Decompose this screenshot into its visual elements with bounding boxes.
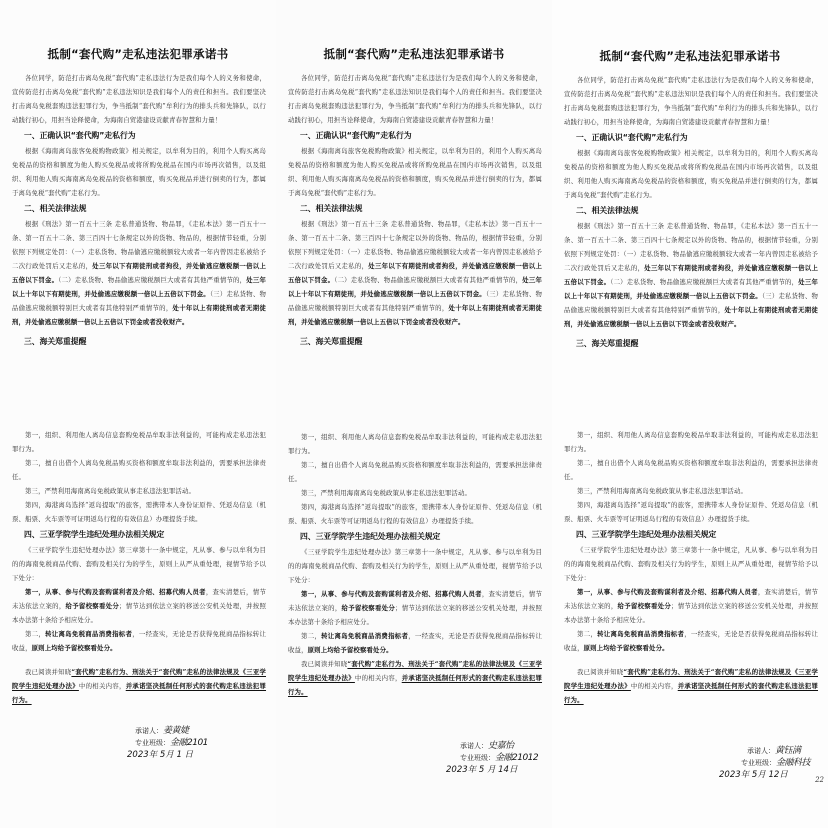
law-text: （二）走私货物、物品偷逃应缴税额巨大或者有其他严重情节的， [334, 276, 523, 284]
page-top-half [276, 0, 552, 410]
discipline-text: 第二， [25, 630, 46, 638]
law-text: （三）走私货物、物品偷逃应缴税额特别巨大或者有其他特别严重情节的， [564, 292, 819, 314]
discipline-bold: 原则上均给予留校察看处分。 [31, 644, 117, 652]
discipline-bold: 给予留校察看处分 [341, 604, 396, 612]
law-text: （三）走私货物、物品偷逃应缴税额特别巨大或者有其他特别严重情节的， [12, 290, 267, 312]
pledge-text: 我已阅读并知晓 [577, 668, 624, 676]
law-penalty-3: 处十年以上有期徒刑或者无期徒刑，并处偷逃应缴税额一倍以上五倍以下罚金或者没收财产。 [12, 304, 266, 326]
law-penalty-2: 处三年以上十年以下有期徒刑，并处偷逃应缴税额一倍以上五倍以下罚金。 [12, 276, 266, 298]
intro-paragraph: 各位同学，防范打击离岛免税“套代购”走私违法行为是我们每个人的义务和使命，宣传防范打击离岛免税“套代购”走私违法知识是我们每个人的责任和担当。我们要坚决打击离岛免税套购违法犯罪行为，争当抵制“套代购”牟利行为的排头兵和先锋队，以行动践行初心，用担当诠释使命，为海南自贸港建设贡献青春智慧和力量！ [288, 74, 542, 124]
discipline-text: ，一经查实，无论是否获得免税商品指标转让收益， [12, 630, 267, 652]
class-label: 专业班级： [135, 739, 170, 747]
section-2-text [12, 217, 266, 329]
discipline-bold: 原则上均给予留校察看处分。 [307, 646, 393, 654]
class-value: 金融2101 [170, 738, 208, 748]
discipline-bold: 第一，从事、参与代购及套购谋利者及介绍、招募代购人员者 [577, 588, 758, 596]
signature-block [446, 740, 538, 776]
section-1-heading: 一、正确认识“套代购”走私行为 [24, 131, 136, 140]
law-penalty-2: 处三年以上十年以下有期徒刑，并处偷逃应缴税额一倍以上五倍以下罚金。 [564, 278, 818, 300]
document-title: 抵制“套代购”走私违法犯罪承诺书 [47, 47, 229, 61]
discipline-bold: 转让离岛免税商品消费指标者 [597, 630, 685, 638]
customs-item-2: 第二，擅自出借个人离岛免税品购买资格和额度牟取非法利益的，需要承担法律责任。 [288, 461, 542, 483]
class-value: 金融科技 [776, 758, 811, 768]
law-penalty-3: 处十年以上有期徒刑或者无期徒刑，并处偷逃应缴税额一倍以上五倍以下罚金或者没收财产。 [564, 306, 818, 328]
signatory-name: 姜黄婕 [163, 726, 189, 736]
discipline-text: ，查实清楚后，情节未达依法立案的， [564, 588, 818, 610]
class-value: 金融21012 [495, 753, 539, 763]
pledge-underlined: “套代购”走私行为、刑法关于“套代购”走私的法律法规及《三亚学院学生违纪处理办法》 [12, 668, 266, 690]
pledge-text: 我已阅读并知晓 [25, 668, 72, 676]
law-text: 根据《刑法》第一百五十三条 走私普通货物、物品罪，《走私本法》第一百五十一条、第一百五十二条、第三百四十七条规定以外的货物、物品的，根据情节轻重，分别依照下列规定处罚：（一）走私货物、物品偷逃应缴税额较大或者一年内曾因走私被给予二次行政处罚后又走私的， [288, 220, 542, 270]
law-penalty-1: 处三年以下有期徒刑或者拘役，并处偷逃应缴税额一倍以上五倍以下罚金。 [288, 262, 542, 284]
section-3-heading: 三、海关郑重提醒 [24, 337, 87, 346]
discipline-bold: 转让离岛免税商品消费指标者 [321, 632, 409, 640]
section-4-heading: 四、三亚学院学生违纪处理办法相关规定 [576, 530, 717, 539]
pledge-text: 中的相关内容， [354, 674, 402, 682]
signatory-label: 承诺人： [460, 742, 488, 750]
discipline-item-1 [12, 585, 266, 627]
section-4-heading: 四、三亚学院学生违纪处理办法相关规定 [300, 532, 441, 541]
law-text: （二）走私货物、物品偷逃应缴税额巨大或者有其他严重情节的， [610, 278, 799, 286]
pledge-text: 中的相关内容， [78, 682, 126, 690]
section-2-text [564, 219, 818, 331]
signatory-name: 黄钰满 [775, 746, 801, 756]
section-2-heading: 二、相关法律法规 [576, 206, 639, 215]
signatory-label: 承诺人： [747, 747, 775, 755]
commitment-letter-page-1 [0, 0, 276, 828]
section-1-text: 根据《海南离岛旅客免税购物政策》相关规定，以牟利为目的，利用个人购买离岛免税品的资格和额度为他人购买免税品或将所购免税品在国内市场再次销售，以及组织、利用他人购买海南离岛免税品的资格和额度，购买免税品并进行倒卖的行为，都属于离岛免税“套代购”走私行为。 [288, 147, 542, 197]
customs-item-4: 第四，海港离岛选择“返岛提取”的旅客，需携带本人身份证原件、凭返岛信息（机票、船票、火车票等可证明返岛行程的有效信息）办理提货手续。 [288, 503, 542, 525]
discipline-text: ，一经查实，无论是否获得免税商品指标转让收益， [564, 630, 819, 652]
customs-item-3: 第三，严禁利用海南离岛免税政策从事走私违法犯罪活动。 [301, 489, 472, 497]
section-1-text: 根据《海南离岛旅客免税购物政策》相关规定，以牟利为目的，利用个人购买离岛免税品的资格和额度为他人购买免税品或将所购免税品在国内市场再次销售，以及组织、利用他人购买海南离岛免税品的资格和额度，购买免税品并进行倒卖的行为，都属于离岛免税“套代购”走私行为。 [564, 149, 818, 199]
law-text: （三）走私货物、物品偷逃应缴税额特别巨大或者有其他特别严重情节的， [288, 290, 543, 312]
section-1-text: 根据《海南离岛旅客免税购物政策》相关规定，以牟利为目的，利用个人购买离岛免税品的资格和额度为他人购买免税品或将所购免税品在国内市场再次销售，以及组织、利用他人购买海南离岛免税品的资格和额度，购买免税品并进行倒卖的行为，都属于离岛免税“套代购”走私行为。 [12, 147, 266, 197]
discipline-text: 第二， [301, 632, 322, 640]
customs-item-4: 第四，海港离岛选择“返岛提取”的旅客，需携带本人身份证原件、凭返岛信息（机票、船票、火车票等可证明返岛行程的有效信息）办理提货手续。 [564, 501, 818, 523]
section-2-heading: 二、相关法律法规 [24, 204, 87, 213]
law-text: 根据《刑法》第一百五十三条 走私普通货物、物品罪，《走私本法》第一百五十一条、第一百五十二条、第三百四十七条规定以外的货物、物品的，根据情节轻重，分别依照下列规定处罚：（一）走私货物、物品偷逃应缴税额较大或者一年内曾因走私被给予二次行政处罚后又走私的， [12, 220, 266, 270]
section-4-text: 《三亚学院学生违纪处理办法》第三章第十一条中规定，凡从事、参与以牟利为目的的海南免税商品代购、套购及相关行为的学生，原则上从严从重处理，视情节给予以下处分： [564, 546, 818, 582]
section-3-heading: 三、海关郑重提醒 [576, 339, 639, 348]
discipline-bold: 转让离岛免税商品消费指标者 [45, 630, 133, 638]
discipline-text: ；情节达到依法立案的移送公安机关处理，并按照本办法第十条给予相应处分。 [12, 602, 267, 624]
discipline-text: ，查实清楚后，情节未达依法立案的， [288, 590, 542, 612]
intro-paragraph: 各位同学，防范打击离岛免税“套代购”走私违法行为是我们每个人的义务和使命，宣传防范打击离岛免税“套代购”走私违法知识是我们每个人的责任和担当。我们要坚决打击离岛免税套购违法犯罪行为，争当抵制“套代购”牟利行为的排头兵和先锋队，以行动践行初心，用担当诠释使命，为海南自贸港建设贡献青春智慧和力量！ [12, 74, 266, 124]
sign-date: 2023年 5月 1 日 [127, 750, 194, 760]
customs-item-3: 第三，严禁利用海南离岛免税政策从事走私违法犯罪活动。 [577, 487, 748, 495]
discipline-bold: 第一，从事、参与代购及套购谋利者及介绍、招募代购人员者 [301, 590, 482, 598]
page-bottom-half [0, 428, 276, 828]
customs-item-2: 第二，擅自出借个人离岛免税品购买资格和额度牟取非法利益的，需要承担法律责任。 [12, 459, 266, 481]
section-4-text: 《三亚学院学生违纪处理办法》第三章第十一条中规定，凡从事、参与以牟利为目的的海南免税商品代购、套购及相关行为的学生，原则上从严从重处理，视情节给予以下处分： [288, 548, 542, 584]
page-top-half [0, 0, 276, 410]
law-penalty-2: 处三年以上十年以下有期徒刑，并处偷逃应缴税额一倍以上五倍以下罚金。 [288, 276, 542, 298]
document-title: 抵制“套代购”走私违法犯罪承诺书 [323, 47, 505, 61]
signatory-label: 承诺人： [135, 727, 163, 735]
edge-handwritten-note: 22 [815, 776, 824, 784]
discipline-item-2 [288, 629, 542, 657]
pledge-underlined: 并承诺坚决抵制任何形式的套代购走私违法犯罪行为。 [12, 682, 267, 704]
sign-date: 2023年 5月 12日 [719, 770, 788, 780]
pledge-underlined: “套代购”走私行为、刑法关于“套代购”走私的法律法规及《三亚学院学生违纪处理办法》 [288, 660, 542, 682]
customs-item-3: 第三，严禁利用海南离岛免税政策从事走私违法犯罪活动。 [25, 487, 196, 495]
discipline-text: ，查实清楚后，情节未达依法立案的， [12, 588, 266, 610]
section-1-heading: 一、正确认识“套代购”走私行为 [576, 133, 688, 142]
sign-date: 2023年 5 月 14日 [446, 765, 518, 775]
customs-item-2: 第二，擅自出借个人离岛免税品购买资格和额度牟取非法利益的，需要承担法律责任。 [564, 459, 818, 481]
discipline-bold: 给予留校察看处分 [65, 602, 120, 610]
commitment-letter-page-2 [276, 0, 552, 828]
discipline-item-2 [564, 627, 818, 655]
discipline-text: 第二， [577, 630, 598, 638]
discipline-bold: 给予留校察看处分 [617, 602, 672, 610]
class-label: 专业班级： [460, 754, 495, 762]
pledge-text: 我已阅读并知晓 [301, 660, 348, 668]
signature-block [105, 725, 208, 761]
section-2-heading: 二、相关法律法规 [300, 204, 363, 213]
signature-block [717, 745, 810, 781]
discipline-bold: 第一，从事、参与代购及套购谋利者及介绍、招募代购人员者 [25, 588, 206, 596]
discipline-text: ；情节达到依法立案的移送公安机关处理，并按照本办法第十条给予相应处分。 [564, 602, 819, 624]
commitment-letter-page-3 [552, 0, 828, 828]
law-penalty-3: 处十年以上有期徒刑或者无期徒刑，并处偷逃应缴税额一倍以上五倍以下罚金或者没收财产。 [288, 304, 542, 326]
pledge-text: 中的相关内容， [630, 682, 678, 690]
discipline-item-1 [564, 585, 818, 627]
section-1-heading: 一、正确认识“套代购”走私行为 [300, 131, 412, 140]
law-penalty-1: 处三年以下有期徒刑或者拘役，并处偷逃应缴税额一倍以上五倍以下罚金。 [564, 264, 818, 286]
class-label: 专业班级： [741, 759, 776, 767]
discipline-item-1 [288, 587, 542, 629]
law-text: 根据《刑法》第一百五十三条 走私普通货物、物品罪，《走私本法》第一百五十一条、第一百五十二条、第三百四十七条规定以外的货物、物品的，根据情节轻重，分别依照下列规定处罚：（一）走私货物、物品偷逃应缴税额较大或者一年内曾因走私被给予二次行政处罚后又走私的， [564, 222, 818, 272]
section-4-text: 《三亚学院学生违纪处理办法》第三章第十一条中规定，凡从事、参与以牟利为目的的海南免税商品代购、套购及相关行为的学生，原则上从严从重处理，视情节给予以下处分： [12, 546, 266, 582]
pledge-paragraph [12, 665, 266, 707]
page-top-half [552, 0, 828, 412]
law-penalty-1: 处三年以下有期徒刑或者拘役，并处偷逃应缴税额一倍以上五倍以下罚金。 [12, 262, 266, 284]
customs-item-4: 第四，海港离岛选择“返岛提取”的旅客，需携带本人身份证原件、凭返岛信息（机票、船票、火车票等可证明返岛行程的有效信息）办理提货手续。 [12, 501, 266, 523]
section-2-text [288, 217, 542, 329]
customs-item-1: 第一，组织、利用他人离岛信息套购免税品牟取非法利益的，可能构成走私违法犯罪行为。 [564, 431, 818, 453]
discipline-text: ；情节达到依法立案的移送公安机关处理，并按照本办法第十条给予相应处分。 [288, 604, 543, 626]
pledge-paragraph [564, 665, 818, 707]
pledge-paragraph [288, 657, 542, 699]
customs-item-1: 第一，组织、利用他人离岛信息套购免税品牟取非法利益的，可能构成走私违法犯罪行为。 [12, 431, 266, 453]
section-4-heading: 四、三亚学院学生违纪处理办法相关规定 [24, 530, 165, 539]
pledge-underlined: “套代购”走私行为、刑法关于“套代购”走私的法律法规及《三亚学院学生违纪处理办法》 [564, 668, 818, 690]
intro-paragraph: 各位同学，防范打击离岛免税“套代购”走私违法行为是我们每个人的义务和使命，宣传防范打击离岛免税“套代购”走私违法知识是我们每个人的责任和担当。我们要坚决打击离岛免税套购违法犯罪行为，争当抵制“套代购”牟利行为的排头兵和先锋队，以行动践行初心，用担当诠释使命，为海南自贸港建设贡献青春智慧和力量！ [564, 76, 818, 126]
discipline-text: ，一经查实，无论是否获得免税商品指标转让收益， [288, 632, 543, 654]
section-3-heading: 三、海关郑重提醒 [300, 337, 363, 346]
signatory-name: 史嘉怡 [488, 741, 514, 751]
discipline-bold: 原则上均给予留校察看处分。 [583, 644, 669, 652]
pledge-underlined: 并承诺坚决抵制任何形式的套代购走私违法犯罪行为。 [564, 682, 819, 704]
law-text: （二）走私货物、物品偷逃应缴税额巨大或者有其他严重情节的， [58, 276, 247, 284]
document-title: 抵制“套代购”走私违法犯罪承诺书 [599, 49, 781, 63]
customs-item-1: 第一，组织、利用他人离岛信息套购免税品牟取非法利益的，可能构成走私违法犯罪行为。 [288, 433, 542, 455]
pledge-underlined: 并承诺坚决抵制任何形式的套代购走私违法犯罪行为。 [288, 674, 543, 696]
discipline-item-2 [12, 627, 266, 655]
